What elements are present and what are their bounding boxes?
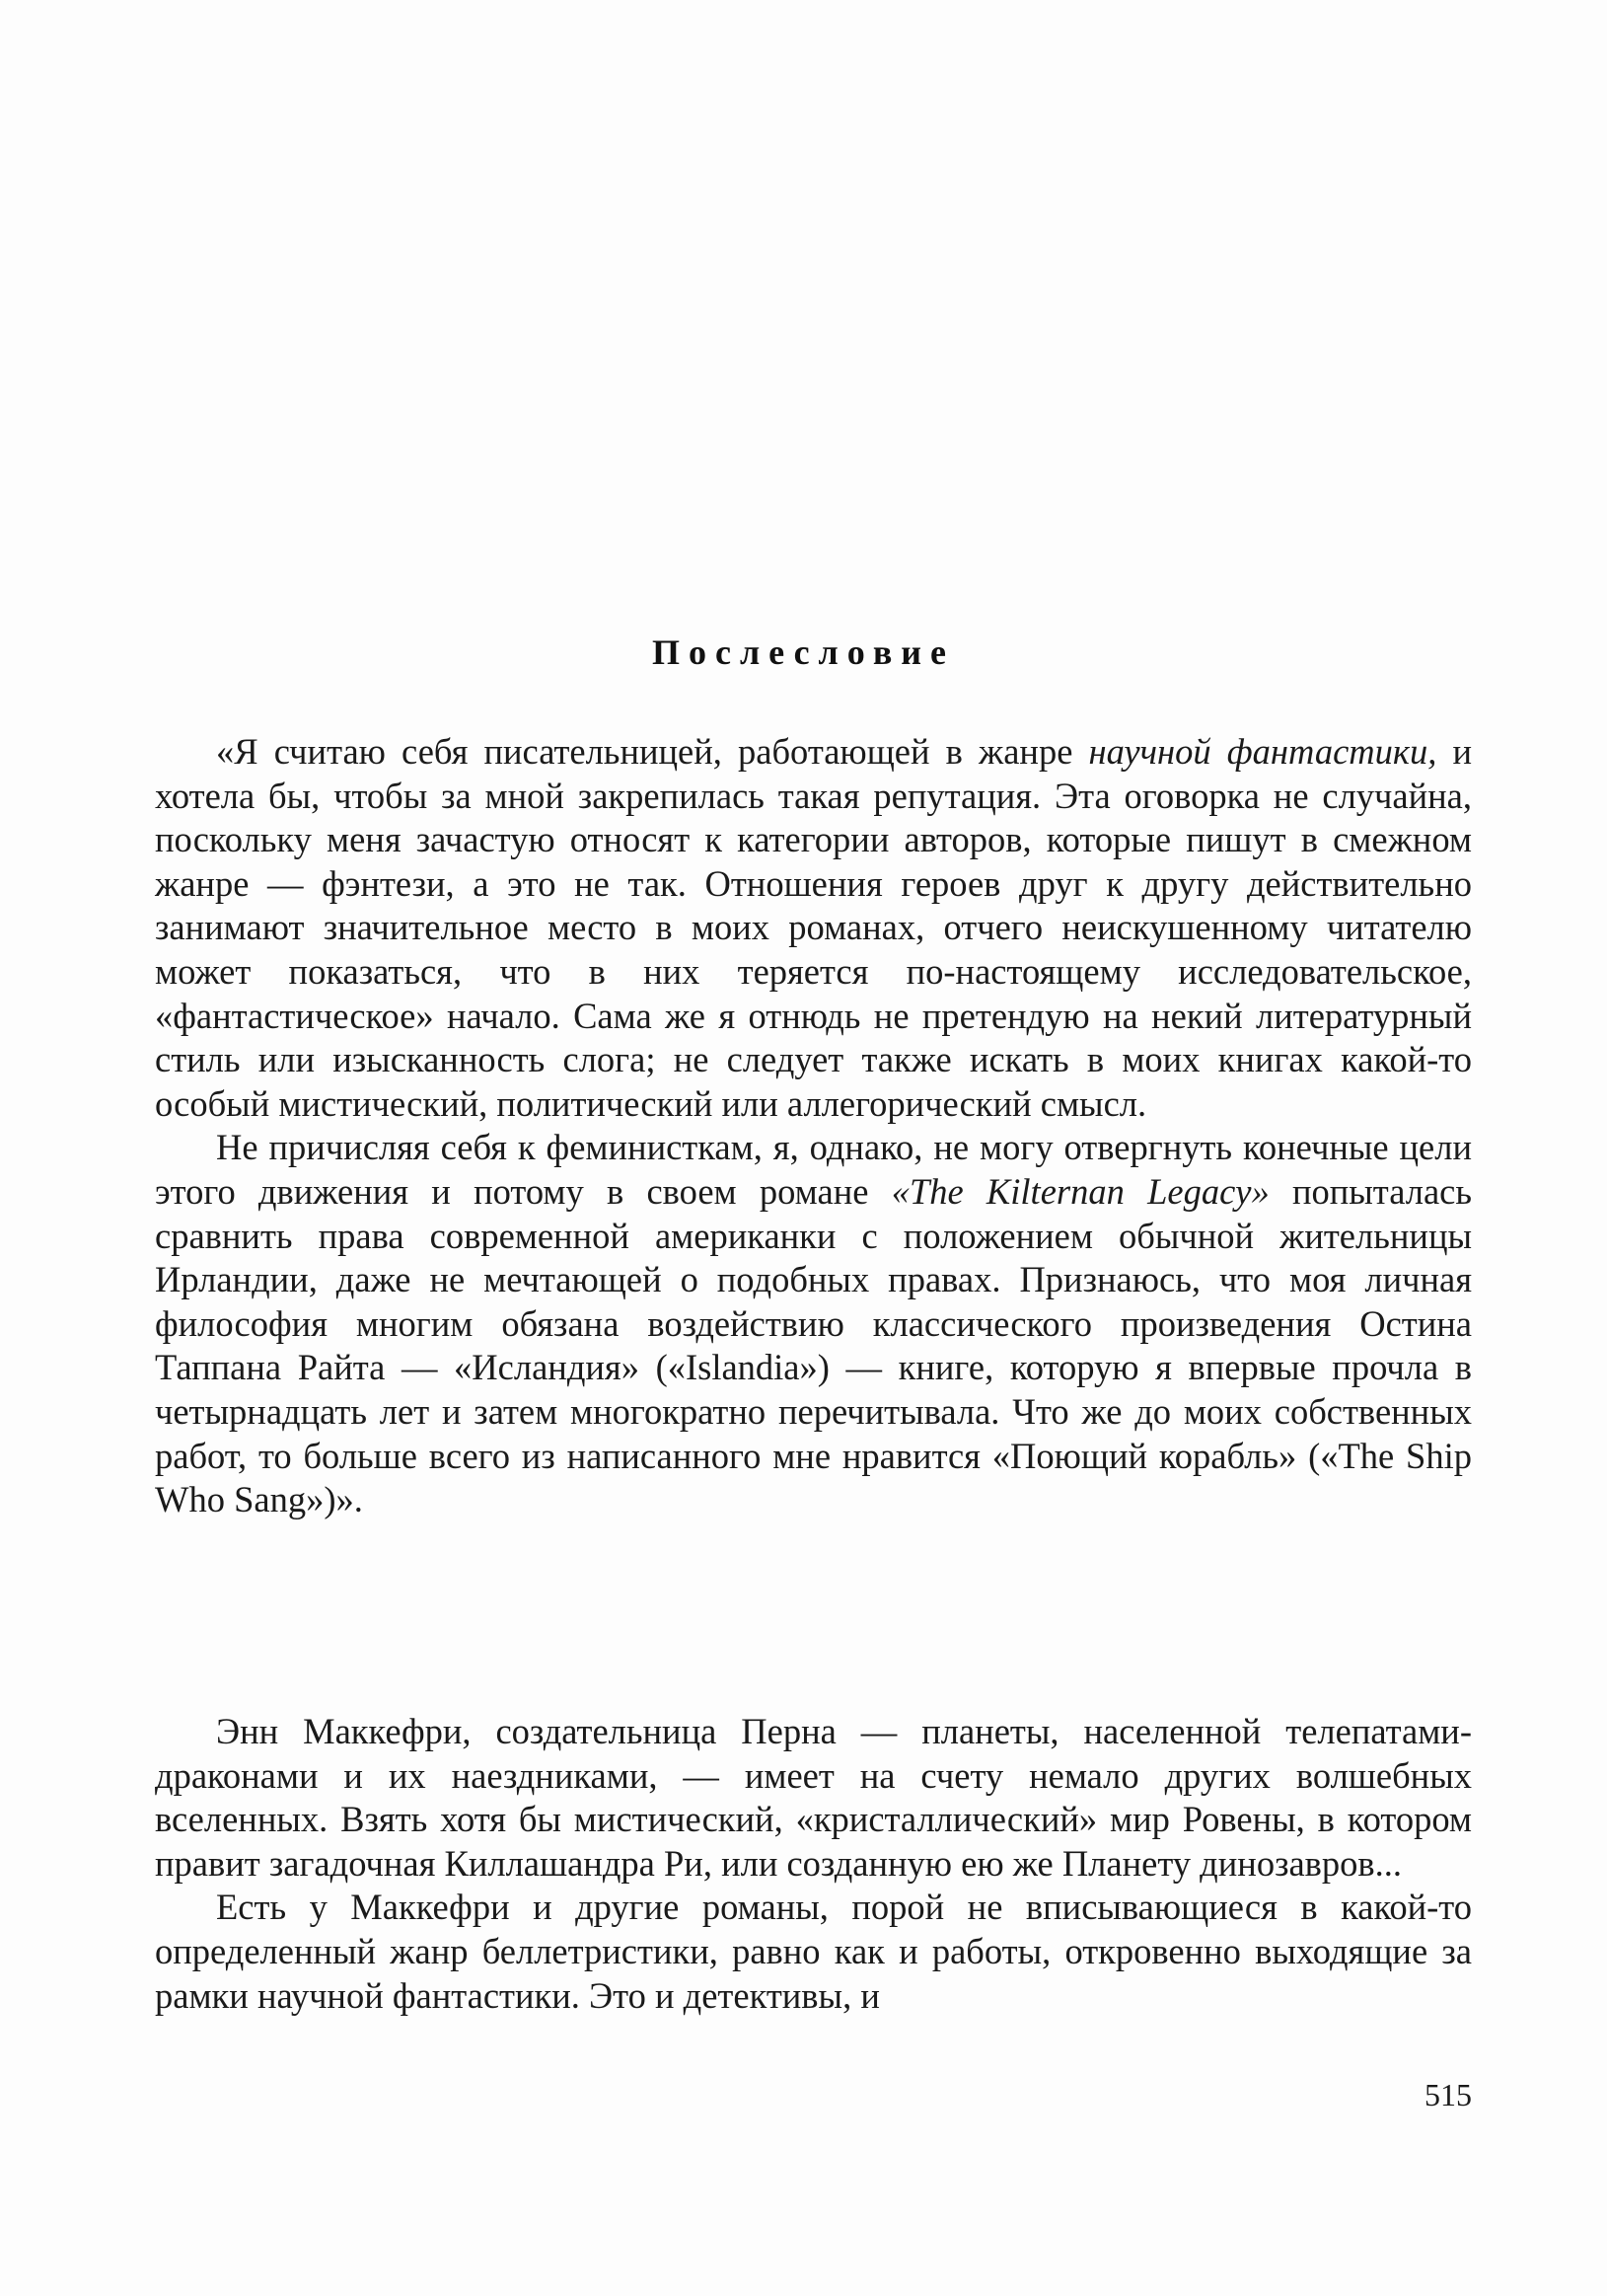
paragraph-text: попыталась сравнить права современной американки с положением обычной жительницы Ирландии, даже не мечтающей о подобных правах. Признаюсь, что моя личная философия многим обязана воздействию классического произведения Остина Таппана Райта — «Исландия» («Islandia») — книге, которую я впервые прочла в четырнадцать лет и затем многократно перечитывала. Что же до моих собственных работ, то больше всего из написанного мне нравится «Поющий корабль» («The Ship Who Sang»)». xyxy=(155,1170,1472,1520)
paragraph xyxy=(155,1126,1472,1521)
page-number: 515 xyxy=(1424,2077,1472,2112)
emphasis-text: «The Kilternan Legacy» xyxy=(891,1170,1270,1212)
paragraph-text: Не причисляя себя к феминисткам, я, однако, не могу отвергнуть конечные цели этого движения и потому в своем романе xyxy=(155,1127,1472,1212)
paragraph: Есть у Маккефри и другие романы, порой не вписывающиеся в какой-то определенный жанр беллетристики, равно как и работы, откровенно выходящие за рамки научной фантастики. Это и детективы, и xyxy=(155,1887,1472,2016)
paragraph-text: и хотела бы, чтобы за мной закрепилась такая репутация. Эта оговорка не случайна, поскольку меня зачастую относят к категории авторов, которые пишут в смежном жанре — фэнтези, а это не так. Отношения героев друг к другу действительно занимают значительное место в моих романах, отчего неискушенному читателю может показаться, что в них теряется по-настоящему исследовательское, «фантастическое» начало. Сама же я отнюдь не претендую на некий литературный стиль или изысканность слога; не следует также искать в моих книгах какой-то особый мистический, политический или аллегорический смысл. xyxy=(155,731,1472,1124)
afterword-quote xyxy=(155,730,1472,1522)
paragraph-text: «Я считаю себя писательницей, работающей в жанре xyxy=(216,731,1089,772)
editor-commentary xyxy=(155,1710,1472,2018)
paragraph: Энн Маккефри, создательница Перна — планеты, населенной телепатами-драконами и их наездниками, — имеет на счету немало других волшебных вселенных. Взять хотя бы мистический, «кристаллический» мир Ровены, в котором правит загадочная Киллашандра Ри, или созданную ею же Планету динозавров... xyxy=(155,1711,1472,1884)
chapter-title: Послесловие xyxy=(651,632,956,672)
emphasis-text: научной фантастики, xyxy=(1088,731,1437,772)
paragraph xyxy=(155,730,1472,1126)
